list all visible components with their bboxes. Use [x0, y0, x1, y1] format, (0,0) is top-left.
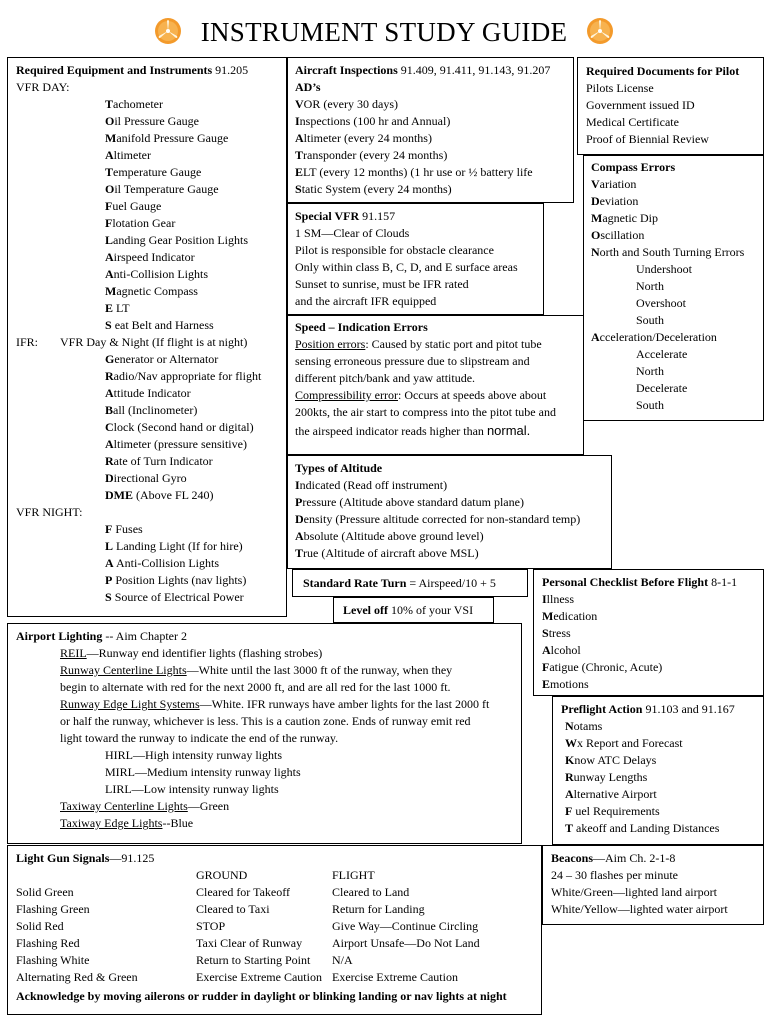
light-gun-ground-cell: Exercise Extreme Caution	[196, 970, 322, 984]
special-vfr-line-item: Sunset to sunrise, must be IFR rated	[295, 277, 469, 291]
vfr-night-item: S Source of Electrical Power	[105, 590, 244, 604]
light-gun-signal-cell: Solid Green	[16, 885, 74, 899]
light-gun-signals-box	[7, 845, 542, 1015]
required-equipment-box	[7, 57, 287, 617]
light-gun-row	[8, 901, 543, 918]
acceleration-sub-item: North	[636, 364, 664, 378]
light-gun-row	[8, 952, 543, 969]
speed-errors-box	[287, 315, 584, 455]
light-gun-flight-cell: Give Way—Continue Circling	[332, 919, 479, 933]
runway-edge-line: Runway Edge Light Systems—White. IFR runways have amber lights for the last 2000 ft	[60, 697, 490, 711]
propeller-icon	[586, 17, 614, 45]
compass-error-item: Variation	[591, 177, 637, 191]
light-gun-flight-cell: N/A	[332, 953, 353, 967]
turning-error-item: Overshoot	[636, 296, 686, 310]
vfr-day-item: Landing Gear Position Lights	[105, 233, 249, 247]
altitude-item: Indicated (Read off instrument)	[295, 478, 448, 492]
turning-error-item: Undershoot	[636, 262, 692, 276]
light-gun-signal-cell: Flashing White	[16, 953, 90, 967]
ifr-item: Clock (Second hand or digital)	[105, 420, 254, 434]
flight-column-header: FLIGHT	[332, 868, 375, 882]
compass-error-item: Magnetic Dip	[591, 211, 658, 225]
turning-error-item: South	[636, 313, 665, 327]
light-gun-ground-cell: STOP	[196, 919, 226, 933]
compass-error-item: Oscillation	[591, 228, 645, 242]
special-vfr-heading: Special VFR 91.157	[295, 209, 396, 223]
vfr-day-label: VFR DAY:	[16, 80, 70, 94]
personal-checklist-item: Illness	[542, 592, 575, 606]
personal-checklist-heading: Personal Checklist Before Flight 8-1-1	[542, 575, 738, 589]
light-gun-flight-cell: Return for Landing	[332, 902, 425, 916]
compass-error-item: North and South Turning Errors	[591, 245, 745, 259]
types-of-altitude-box	[287, 455, 612, 569]
compressibility-line-3: the airspeed indicator reads higher than normal.	[295, 423, 531, 438]
ifr-note: VFR Day & Night (If flight is at night)	[60, 335, 248, 349]
taxiway-edge-line: Taxiway Edge Lights--Blue	[60, 816, 194, 830]
ifr-item: Altimeter (pressure sensitive)	[105, 437, 247, 451]
document-item: Proof of Biennial Review	[586, 132, 709, 146]
light-gun-row	[8, 918, 543, 935]
document-item: Government issued ID	[586, 98, 695, 112]
personal-checklist-item: Stress	[542, 626, 571, 640]
aircraft-inspections-box	[287, 57, 574, 203]
altitude-item: Pressure (Altitude above standard datum plane)	[295, 495, 524, 509]
preflight-item: Alternative Airport	[565, 787, 657, 801]
preflight-item: T akeoff and Landing Distances	[565, 821, 720, 835]
required-equipment-heading: Required Equipment and Instruments 91.205	[16, 63, 249, 77]
runway-centerline-line-2: begin to alternate with red for the next 2000 ft, and are all red for the last 1000 ft.	[60, 680, 451, 694]
runway-centerline-line: Runway Centerline Lights—White until the last 3000 ft of the runway, when they	[60, 663, 453, 677]
beacons-box	[542, 845, 764, 925]
light-gun-signal-cell: Solid Red	[16, 919, 64, 933]
mirl-line: MIRL—Medium intensity runway lights	[105, 765, 301, 779]
personal-checklist-item: Emotions	[542, 677, 589, 691]
ground-column-header: GROUND	[196, 868, 248, 882]
position-errors-line-2: sensing erroneous pressure due to slipstream and	[295, 354, 530, 368]
compressibility-error-line: Compressibility error: Occurs at speeds above about	[295, 388, 547, 402]
acceleration-error-item: Acceleration/Deceleration	[591, 330, 717, 344]
page-title: INSTRUMENT STUDY GUIDE	[200, 17, 568, 47]
personal-checklist-item: Alcohol	[542, 643, 581, 657]
airport-lighting-box	[7, 623, 522, 844]
light-gun-row	[8, 935, 543, 952]
standard-rate-turn: Standard Rate Turn = Airspeed/10 + 5	[303, 576, 496, 590]
ifr-item: Generator or Alternator	[105, 352, 219, 366]
light-gun-flight-cell: Exercise Extreme Caution	[332, 970, 458, 984]
taxiway-centerline-line: Taxiway Centerline Lights—Green	[60, 799, 230, 813]
runway-edge-line-2: or half the runway, whichever is less. This is a caution zone. Ends of runway emit red	[60, 714, 471, 728]
document-item: Medical Certificate	[586, 115, 679, 129]
altitude-heading: Types of Altitude	[295, 461, 383, 475]
reil-line: REIL—Runway end identifier lights (flashing strobes)	[60, 646, 323, 660]
inspection-item: VOR (every 30 days)	[295, 97, 398, 111]
vfr-day-item: Anti-Collision Lights	[105, 267, 209, 281]
position-errors-line: Position errors: Caused by static port and pitot tube	[295, 337, 542, 351]
beacons-line-1: 24 – 30 flashes per minute	[551, 868, 678, 882]
lirl-line: LIRL—Low intensity runway lights	[105, 782, 279, 796]
special-vfr-line-item: and the aircraft IFR equipped	[295, 294, 437, 308]
turning-error-item: North	[636, 279, 664, 293]
level-off: Level off 10% of your VSI	[343, 603, 474, 617]
vfr-day-item: Tachometer	[105, 97, 163, 111]
vfr-day-item: Temperature Gauge	[105, 165, 202, 179]
ifr-label: IFR:	[16, 335, 39, 349]
airport-lighting-heading: Airport Lighting -- Aim Chapter 2	[16, 629, 187, 643]
light-gun-signal-cell: Alternating Red & Green	[16, 970, 138, 984]
light-gun-footer: Acknowledge by moving ailerons or rudder in daylight or blinking landing or nav lights at night	[16, 989, 507, 1003]
special-vfr-line-item: Pilot is responsible for obstacle clearance	[295, 243, 494, 257]
beacons-line-3: White/Yellow—lighted water airport	[551, 902, 728, 916]
hirl-line: HIRL—High intensity runway lights	[105, 748, 282, 762]
light-gun-heading: Light Gun Signals—91.125	[16, 851, 155, 865]
light-gun-signal-cell: Flashing Red	[16, 936, 80, 950]
light-gun-ground-cell: Cleared to Taxi	[196, 902, 270, 916]
acceleration-sub-item: Accelerate	[636, 347, 688, 361]
standard-rate-turn-box	[292, 569, 528, 597]
vfr-night-item: P Position Lights (nav lights)	[105, 573, 247, 587]
required-documents-box	[577, 57, 764, 155]
inspection-item: Altimeter (every 24 months)	[295, 131, 432, 145]
vfr-night-item: L Landing Light (If for hire)	[105, 539, 243, 553]
ifr-item: Directional Gyro	[105, 471, 187, 485]
preflight-heading: Preflight Action 91.103 and 91.167	[561, 702, 735, 716]
inspection-item: Inspections (100 hr and Annual)	[295, 114, 451, 128]
vfr-night-label: VFR NIGHT:	[16, 505, 83, 519]
personal-checklist-item: Fatigue (Chronic, Acute)	[542, 660, 663, 674]
level-off-box	[333, 597, 494, 623]
special-vfr-box	[287, 203, 544, 315]
special-vfr-line-item: 1 SM—Clear of Clouds	[295, 226, 410, 240]
beacons-line-2: White/Green—lighted land airport	[551, 885, 717, 899]
light-gun-ground-cell: Return to Starting Point	[196, 953, 311, 967]
preflight-item: F uel Requirements	[565, 804, 660, 818]
compass-error-item: Deviation	[591, 194, 639, 208]
acceleration-sub-item: South	[636, 398, 665, 412]
special-vfr-line-item: Only within class B, C, D, and E surface areas	[295, 260, 518, 274]
inspections-heading: Aircraft Inspections 91.409, 91.411, 91.143, 91.207	[295, 63, 551, 77]
vfr-day-item: Manifold Pressure Gauge	[105, 131, 229, 145]
vfr-day-item: Magnetic Compass	[105, 284, 198, 298]
position-errors-line-3: different pitch/bank and yaw attitude.	[295, 371, 476, 385]
documents-heading: Required Documents for Pilot	[586, 64, 740, 78]
vfr-night-item: A Anti-Collision Lights	[105, 556, 220, 570]
preflight-item: Notams	[565, 719, 603, 733]
light-gun-flight-cell: Airport Unsafe—Do Not Land	[332, 936, 480, 950]
ifr-item: DME (Above FL 240)	[105, 488, 214, 502]
acceleration-sub-item: Decelerate	[636, 381, 688, 395]
light-gun-flight-cell: Cleared to Land	[332, 885, 410, 899]
compass-errors-box	[583, 155, 764, 421]
beacons-heading: Beacons—Aim Ch. 2-1-8	[551, 851, 676, 865]
light-gun-row	[8, 884, 543, 901]
ifr-item: Radio/Nav appropriate for flight	[105, 369, 262, 383]
compass-heading: Compass Errors	[591, 160, 676, 174]
preflight-action-box	[552, 696, 764, 845]
vfr-day-item: Oil Temperature Gauge	[105, 182, 219, 196]
personal-checklist-box	[533, 569, 764, 696]
runway-edge-line-3: light toward the runway to indicate the end of the runway.	[60, 731, 339, 745]
preflight-item: Wx Report and Forecast	[565, 736, 683, 750]
personal-checklist-item: Medication	[542, 609, 598, 623]
preflight-item: Runway Lengths	[565, 770, 648, 784]
altitude-item: True (Altitude of aircraft above MSL)	[295, 546, 479, 560]
light-gun-ground-cell: Cleared for Takeoff	[196, 885, 291, 899]
ifr-item: Ball (Inclinometer)	[105, 403, 198, 417]
light-gun-signal-cell: Flashing Green	[16, 902, 90, 916]
vfr-day-item: Airspeed Indicator	[105, 250, 195, 264]
altitude-item: Absolute (Altitude above ground level)	[295, 529, 484, 543]
vfr-day-item: Altimeter	[105, 148, 151, 162]
inspection-item: Transponder (every 24 months)	[295, 148, 448, 162]
speed-heading: Speed – Indication Errors	[295, 320, 428, 334]
ads-label: AD’s	[295, 80, 321, 94]
vfr-day-item: Fuel Gauge	[105, 199, 162, 213]
altitude-item: Density (Pressure altitude corrected for non-standard temp)	[295, 512, 581, 526]
preflight-item: Know ATC Delays	[565, 753, 657, 767]
vfr-day-item: E LT	[105, 301, 130, 315]
vfr-night-item: F Fuses	[105, 522, 143, 536]
vfr-day-item: Oil Pressure Gauge	[105, 114, 199, 128]
ifr-item: Attitude Indicator	[105, 386, 191, 400]
light-gun-row	[8, 969, 543, 986]
inspection-item: ELT (every 12 months) (1 hr use or ½ battery life	[295, 165, 533, 179]
document-item: Pilots License	[586, 81, 654, 95]
light-gun-ground-cell: Taxi Clear of Runway	[196, 936, 303, 950]
ifr-item: Rate of Turn Indicator	[105, 454, 213, 468]
inspection-item: Static System (every 24 months)	[295, 182, 452, 196]
vfr-day-item: S eat Belt and Harness	[105, 318, 214, 332]
vfr-day-item: Flotation Gear	[105, 216, 176, 230]
compressibility-line-2: 200kts, the air start to compress into the pitot tube and	[295, 405, 556, 419]
